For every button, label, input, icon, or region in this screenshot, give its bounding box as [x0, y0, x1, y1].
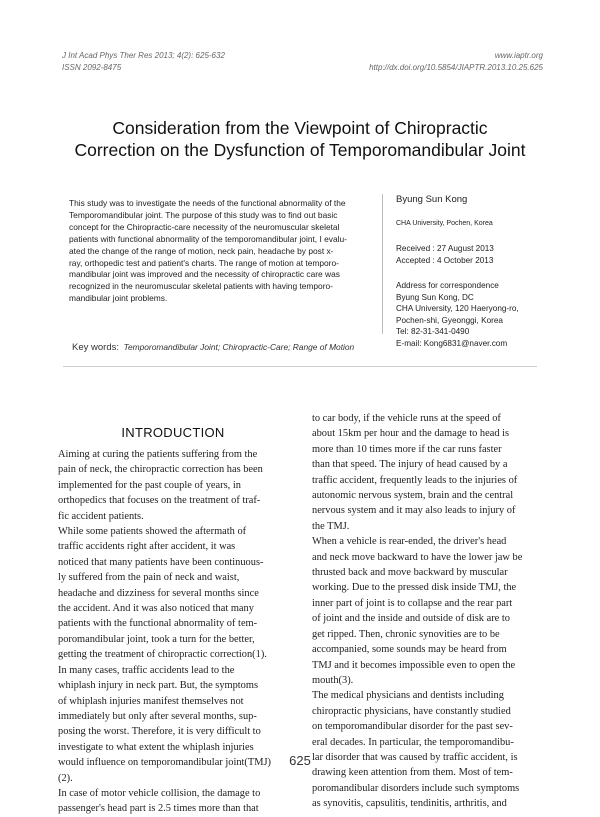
keywords — [72, 342, 354, 353]
journal-links — [369, 50, 543, 74]
body-line: When a vehicle is rear-ended, the driver's head — [312, 536, 507, 548]
body-line: fic accident patients. — [58, 510, 144, 522]
journal-citation: J Int Acad Phys Ther Res 2013; 4(2): 625-632 — [62, 51, 225, 60]
received-date: Received : 27 August 2013 — [396, 244, 494, 253]
body-line: poromandibular joint, took a turn for the better, — [58, 633, 255, 645]
section-divider — [63, 366, 537, 367]
body-line: TMJ and it becomes impossible even to open the — [312, 659, 516, 671]
body-line: immediately but only after several months, sup- — [58, 710, 257, 722]
correspondence — [396, 280, 546, 349]
body-line: poromandibular disorders include such symptoms — [312, 782, 520, 794]
body-line: While some patients showed the aftermath of — [58, 526, 247, 538]
abstract-line: recognized in the neuromuscular skeletal patients with having temporo- — [69, 281, 333, 292]
keywords-value: Temporomandibular Joint; Chiropractic-Care; Range of Motion — [123, 342, 355, 352]
body-column-right — [312, 411, 546, 812]
body-line: patients with the functional abnormality of tem- — [58, 618, 258, 630]
section-heading: INTRODUCTION — [121, 425, 225, 440]
body-line: of joint and the inside and outside of disk are to — [312, 613, 510, 625]
title-line: Consideration from the Viewpoint of Chiropractic — [112, 118, 488, 138]
body-line: about 15km per hour and the damage to head is — [312, 428, 510, 440]
body-line: more than 10 times more if the car runs faster — [312, 443, 502, 455]
body-line: traffic accidents right after accident, it was — [58, 541, 236, 553]
abstract-line: This study was to investigate the needs of the functional abnormality of the — [69, 198, 346, 208]
body-line: traffic accident, frequently leads to the injuries of — [312, 474, 518, 486]
correspondence-line: Byung Sun Kong, DC — [396, 292, 474, 302]
abstract-line: ray, orthopedic test and patient's charts. The range of motion at temporo- — [69, 257, 339, 268]
abstract-line: ated the change of the range of motion, neck pain, headache by post x- — [69, 245, 334, 256]
body-line: of whiplash injuries manifest themselves not — [58, 695, 244, 707]
body-line: getting the treatment of chiropractic correction(1). — [58, 649, 267, 661]
body-line: In case of motor vehicle collision, the damage to — [58, 787, 261, 799]
body-line: inner part of joint is to collapse and the rear part — [312, 597, 513, 609]
body-line: nervous system and it may also leads to injury of — [312, 505, 516, 517]
body-line: (2). — [58, 772, 73, 784]
abstract-line: mandibular joint problems. — [69, 293, 168, 304]
body-line: In many cases, traffic accidents lead to the — [58, 664, 235, 676]
correspondence-line: CHA University, 120 Haeryong-ro, — [396, 304, 519, 313]
body-line: as synovitis, capsulitis, tendinitis, arthritis, and — [312, 798, 507, 810]
body-line: implemented for the past couple of years, in — [58, 479, 241, 491]
body-line: get ripped. Then, chronic synovities are to be — [312, 628, 500, 640]
body-line: and neck move backward to have the lower jaw be — [312, 551, 523, 563]
body-line: mouth(3). — [312, 674, 354, 686]
author-affiliation: CHA University, Pochen, Korea — [396, 220, 493, 227]
paper-title — [30, 117, 570, 161]
correspondence-line: Pochen-shi, Gyeonggi, Korea — [396, 315, 503, 325]
abstract-line: concept for the Chiropractic-care necessity of the neuromuscular skeletal — [69, 221, 340, 232]
body-line: Aiming at curing the patients suffering from the — [58, 449, 258, 460]
body-line: pain of neck, the chiropractic correction has been — [58, 464, 263, 476]
body-line: orthopedics that focuses on the treatment of traf- — [58, 495, 261, 507]
correspondence-email[interactable]: E-mail: Kong6831@naver.com — [396, 338, 508, 348]
body-line: working. Due to the pressed disk inside TMJ, the — [312, 582, 517, 594]
body-line: the TMJ. — [312, 520, 350, 532]
author-info — [396, 194, 546, 349]
article-dates — [396, 243, 546, 266]
body-line: would influence on temporomandibular joint(TMJ) — [58, 757, 271, 769]
body-line: on temporomandibular disorder for the past sev- — [312, 721, 513, 733]
body-line: whiplash injury in neck part. But, the symptoms — [58, 680, 258, 692]
correspondence-heading: Address for correspondence — [396, 281, 499, 290]
journal-url[interactable]: www.iaptr.org — [494, 51, 543, 60]
body-line: investigate to what extent the whiplash injuries — [58, 741, 254, 753]
abstract-line: patients with functional abnormality of the temporomandibular joint, I evalu- — [69, 233, 347, 244]
abstract-line: Temporomandibular joint. The purpose of this study was to find out basic — [69, 209, 338, 220]
abstract-line: mandibular joint was improved and the necessity of chiropractic care was — [69, 269, 340, 280]
body-line: thrusted back and move backward by muscular — [312, 567, 508, 579]
journal-header — [62, 50, 225, 74]
column-divider — [382, 194, 383, 334]
body-line: eral decades. In particular, the temporomandibu- — [312, 736, 514, 748]
body-line: drawing keen attention from them. Most of tem- — [312, 767, 513, 779]
body-line: the accident. And it was also noticed that many — [58, 603, 254, 615]
journal-issn: ISSN 2092-8475 — [62, 63, 122, 72]
body-line: The medical physicians and dentists including — [312, 690, 504, 702]
body-line: chiropractic physicians, have constantly studied — [312, 705, 511, 717]
keywords-label: Key words: — [72, 342, 119, 353]
body-line: passenger's head part is 2.5 times more than that — [58, 803, 259, 815]
title-line: Correction on the Dysfunction of Temporomandibular Joint — [74, 140, 526, 160]
body-line: accompanied, some sounds may be heard from — [312, 644, 507, 656]
abstract — [69, 198, 373, 305]
author-name: Byung Sun Kong — [396, 194, 468, 205]
body-line: than that speed. The injury of head caused by a — [312, 459, 508, 471]
body-line: posing the worst. Therefore, it is very difficult to — [58, 726, 261, 738]
body-line: lar disorder that was caused by traffic accident, is — [312, 751, 518, 763]
body-line: noticed that many patients have been continuous- — [58, 556, 264, 568]
page-number: 625 — [289, 753, 311, 768]
correspondence-line: Tel: 82-31-341-0490 — [396, 327, 470, 336]
body-line: to car body, if the vehicle runs at the speed of — [312, 413, 501, 424]
doi-link[interactable]: http://dx.doi.org/10.5854/JIAPTR.2013.10.25.625 — [369, 63, 543, 72]
body-line: headache and dizziness for several months since — [58, 587, 259, 599]
accepted-date: Accepted : 4 October 2013 — [396, 255, 494, 265]
body-line: autonomic nervous system, brain and the central — [312, 490, 514, 502]
body-line: ly suffered from the pain of neck and waist, — [58, 572, 240, 584]
